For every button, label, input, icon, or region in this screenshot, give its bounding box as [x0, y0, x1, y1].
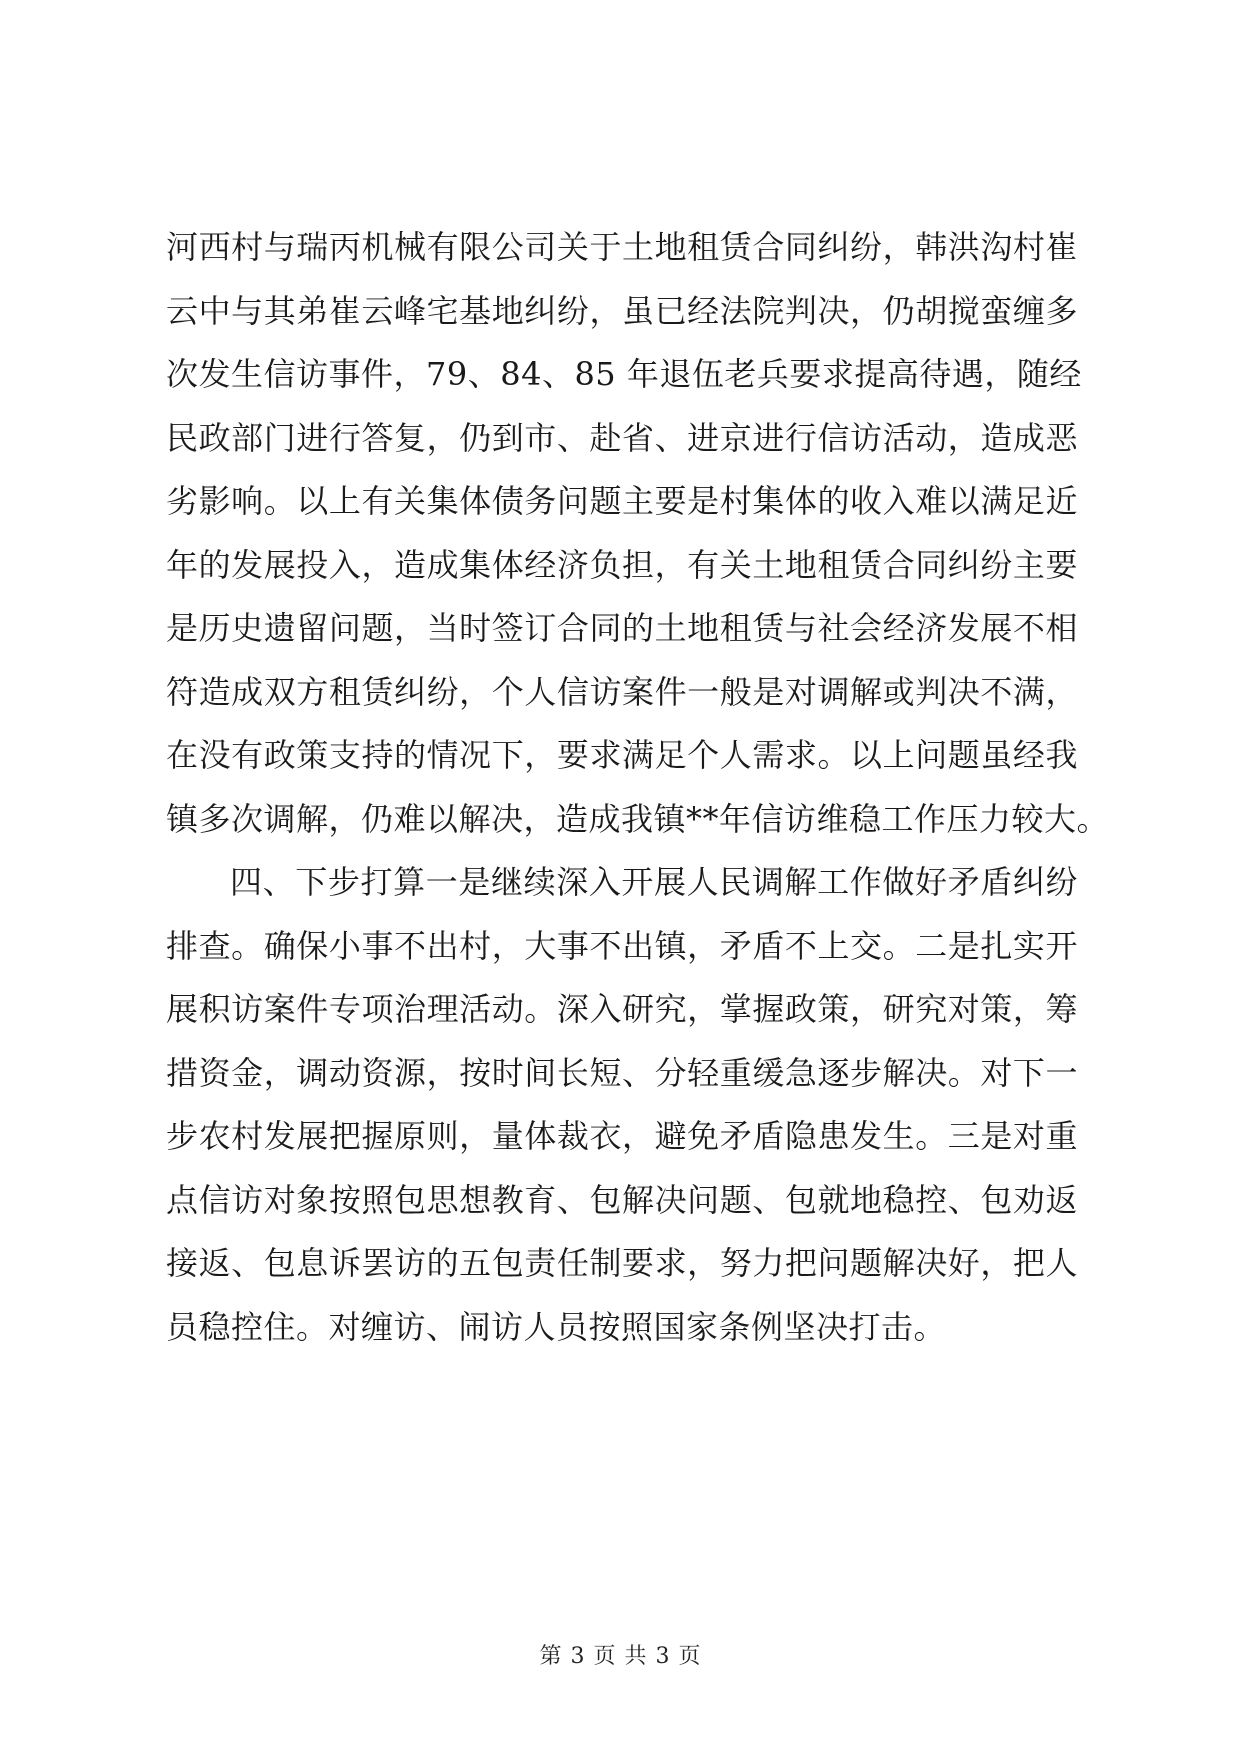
text-line: 措资金，调动资源，按时间长短、分轻重缓急逐步解决。对下一 — [166, 1053, 1078, 1092]
text-line: 展积访案件专项治理活动。深入研究，掌握政策，研究对策，筹 — [166, 990, 1078, 1028]
text-line: 劣影响。以上有关集体债务问题主要是村集体的收入难以满足近 — [166, 482, 1078, 520]
text-line: 符造成双方租赁纠纷，个人信访案件一般是对调解或判决不满， — [166, 672, 1078, 711]
text-line: 排查。确保小事不出村，大事不出镇，矛盾不上交。二是扎实开 — [166, 926, 1078, 965]
page-footer — [0, 1639, 1241, 1670]
text-line: 四、下步打算一是继续深入开展人民调解工作做好矛盾纠纷 — [230, 863, 1078, 901]
text-line: 民政部门进行答复，仍到市、赴省、进京进行信访活动，造成恶 — [166, 418, 1078, 457]
text-line: 云中与其弟崔云峰宅基地纠纷，虽已经法院判决，仍胡搅蛮缠多 — [166, 291, 1078, 330]
paragraph-2 — [166, 851, 1078, 1359]
text-line: 次发生信访事件，79、84、85 年退伍老兵要求提高待遇，随经 — [166, 355, 1082, 393]
text-line: 年的发展投入，造成集体经济负担，有关土地租赁合同纠纷主要 — [166, 545, 1078, 584]
text-line: 是历史遗留问题，当时签订合同的土地租赁与社会经济发展不相 — [166, 609, 1078, 647]
text-line: 点信访对象按照包思想教育、包解决问题、包就地稳控、包劝返 — [166, 1180, 1078, 1219]
paragraph-1 — [166, 216, 1110, 851]
text-line: 在没有政策支持的情况下，要求满足个人需求。以上问题虽经我 — [166, 736, 1078, 774]
text-line: 步农村发展把握原则，量体裁衣，避免矛盾隐患发生。三是对重 — [166, 1117, 1078, 1155]
document-body — [166, 216, 1110, 1359]
text-line: 河西村与瑞丙机械有限公司关于土地租赁合同纠纷，韩洪沟村崔 — [166, 228, 1078, 266]
text-line: 接返、包息诉罢访的五包责任制要求，努力把问题解决好，把人 — [166, 1244, 1078, 1282]
text-line: 员稳控住。对缠访、闹访人员按照国家条例坚决打击。 — [166, 1307, 947, 1346]
text-line: 镇多次调解，仍难以解决，造成我镇**年信访维稳工作压力较大。 — [166, 799, 1110, 838]
page-number-label: 第 3 页 共 3 页 — [539, 1644, 702, 1669]
